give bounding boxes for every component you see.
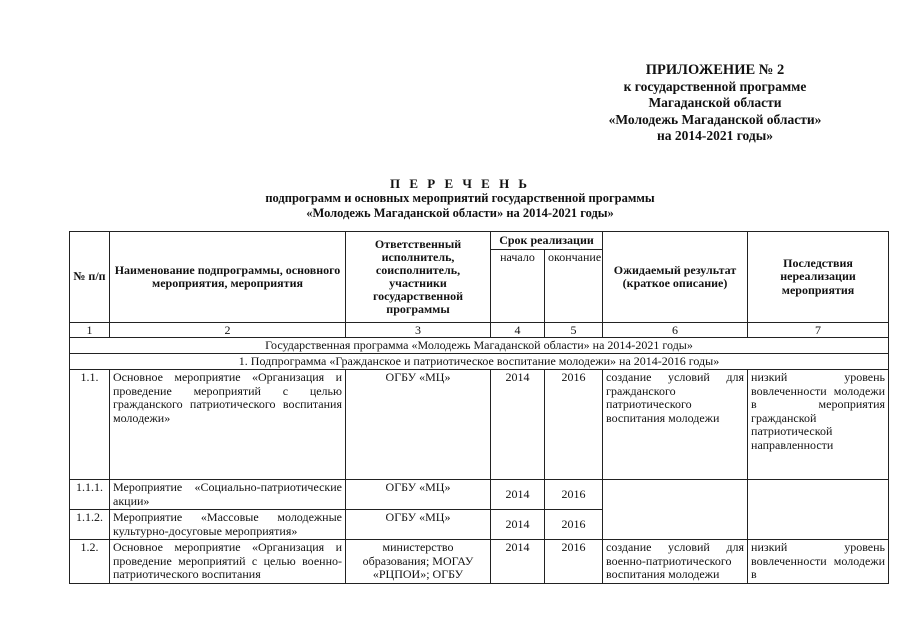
column-index: 3	[346, 323, 491, 338]
appendix-header	[590, 62, 840, 145]
appendix-line: Магаданской области	[648, 95, 782, 110]
row-consequences-empty	[748, 480, 889, 540]
column-index: 6	[603, 323, 748, 338]
header-term: Срок реализации	[491, 232, 603, 250]
appendix-line: к государственной программе	[623, 78, 807, 94]
document-title: П Е Р Е Ч Е Н Ь	[389, 176, 531, 191]
row-name: Мероприятие «Массовые молодежные культурно-досуговые мероприятия»	[110, 510, 346, 540]
row-responsible: ОГБУ «МЦ»	[346, 370, 491, 480]
document-heading	[250, 176, 670, 221]
row-start: 2014	[491, 480, 545, 510]
table-row	[70, 370, 889, 480]
appendix-line: на 2014-2021 годы»	[656, 128, 774, 143]
row-start: 2014	[491, 540, 545, 584]
row-num: 1.2.	[70, 540, 110, 584]
appendix-title: ПРИЛОЖЕНИЕ № 2	[645, 62, 785, 78]
row-result: создание условий для военно-патриотического воспитания молодежи	[603, 540, 748, 584]
row-start: 2014	[491, 510, 545, 540]
document-subtitle: «Молодежь Магаданской области» на 2014-2021 годы»	[306, 206, 614, 220]
subprogram-title: 1. Подпрограмма «Гражданское и патриотическое воспитание молодежи» на 2014-2016 годы»	[70, 354, 889, 370]
program-table	[69, 231, 889, 584]
row-name: Основное мероприятие «Организация и проведение мероприятий с целью военно-патриотического воспитания	[110, 540, 346, 584]
row-name: Мероприятие «Социально-патриотические акции»	[110, 480, 346, 510]
program-title: Государственная программа «Молодежь Магаданской области» на 2014-2021 годы»	[70, 338, 889, 354]
row-end: 2016	[545, 540, 603, 584]
appendix-line: «Молодежь Магаданской области»	[608, 111, 822, 127]
header-end: окончание	[545, 250, 603, 323]
column-index-row	[70, 323, 889, 338]
table-row	[70, 540, 889, 584]
column-index: 4	[491, 323, 545, 338]
row-responsible: ОГБУ «МЦ»	[346, 480, 491, 510]
column-index: 1	[70, 323, 110, 338]
row-end: 2016	[545, 510, 603, 540]
column-index: 2	[110, 323, 346, 338]
program-row	[70, 338, 889, 354]
row-responsible: министерство образования; МОГАУ «РЦПОИ»; ОГБУ	[346, 540, 491, 584]
header-start: начало	[491, 250, 545, 323]
table-row	[70, 480, 889, 510]
header-result: Ожидаемый результат (краткое описание)	[603, 232, 748, 323]
column-index: 5	[545, 323, 603, 338]
row-consequences: низкий уровень вовлеченности молодежи в мероприятия гражданской патриотической направленности	[748, 370, 889, 480]
row-start: 2014	[491, 370, 545, 480]
row-end: 2016	[545, 480, 603, 510]
row-result-empty	[603, 480, 748, 540]
header-row	[70, 232, 889, 250]
row-responsible: ОГБУ «МЦ»	[346, 510, 491, 540]
header-consequences: Последствия нереализации мероприятия	[748, 232, 889, 323]
row-end: 2016	[545, 370, 603, 480]
header-responsible: Ответственный исполнитель, соисполнитель, участники государственной программы	[346, 232, 491, 323]
subprogram-row	[70, 354, 889, 370]
row-num: 1.1.	[70, 370, 110, 480]
row-num: 1.1.1.	[70, 480, 110, 510]
header-name: Наименование подпрограммы, основного мероприятия, мероприятия	[110, 232, 346, 323]
document-subtitle: подпрограмм и основных мероприятий государственной программы	[265, 191, 655, 205]
column-index: 7	[748, 323, 889, 338]
row-name: Основное мероприятие «Организация и проведение мероприятий с целью гражданского патриотического воспитания молодежи»	[110, 370, 346, 480]
row-consequences: низкий уровень вовлеченности молодежи в	[748, 540, 889, 584]
header-num: № п/п	[70, 232, 110, 323]
row-result: создание условий для гражданского патриотического воспитания молодежи	[603, 370, 748, 480]
row-num: 1.1.2.	[70, 510, 110, 540]
